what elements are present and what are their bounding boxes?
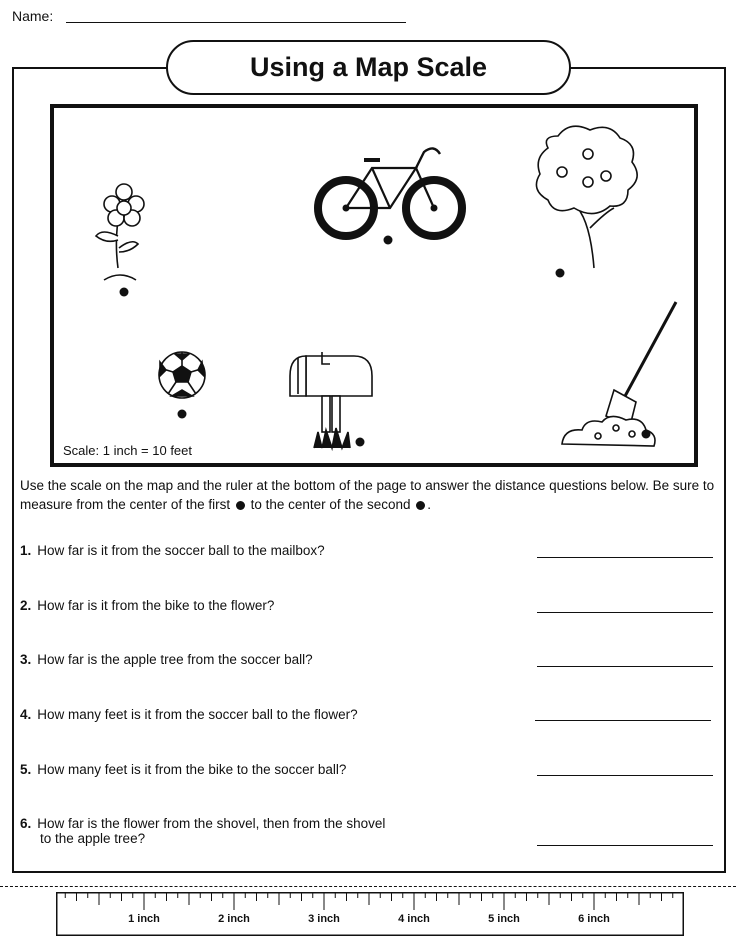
shovel-icon [562, 302, 676, 446]
instructions [20, 476, 720, 514]
instructions-text-3: . [427, 497, 432, 512]
answer-line-5[interactable] [537, 775, 713, 776]
map-scale-label: Scale: 1 inch = 10 feet [63, 443, 193, 458]
cut-line [0, 886, 736, 887]
dot-symbol [416, 501, 425, 510]
question-5 [20, 762, 346, 777]
question-text: How far is it from the bike to the flower? [37, 598, 275, 613]
map-box [50, 104, 698, 467]
instructions-text-1: Use the scale on the map and the ruler at the bottom of the page to answer the distance questions below. Be sure to measure from the center of the first [20, 478, 715, 512]
apple-tree-icon [536, 126, 637, 277]
instructions-text-2: to the center of the second [250, 497, 411, 512]
answer-line-3[interactable] [537, 666, 713, 667]
question-4 [20, 707, 358, 722]
question-1 [20, 543, 325, 558]
mailbox-icon [290, 352, 372, 448]
ruler-label-1-inch: 1 inch [128, 913, 160, 925]
ruler-label-4-inch: 4 inch [398, 913, 430, 925]
ruler-label-5-inch: 5 inch [488, 913, 520, 925]
question-text: How many feet is it from the bike to the soccer ball? [37, 762, 347, 777]
ruler-label-2-inch: 2 inch [218, 913, 250, 925]
question-text: How many feet is it from the soccer ball to the flower? [37, 707, 358, 722]
question-number: 4. [20, 707, 32, 722]
question-text-continued: to the apple tree? [40, 831, 146, 846]
question-number: 5. [20, 762, 32, 777]
question-2 [20, 598, 274, 613]
flower-icon [96, 184, 144, 297]
answer-line-2[interactable] [537, 612, 713, 613]
dot-symbol [236, 501, 245, 510]
soccer-ball-icon [159, 352, 205, 419]
question-number: 2. [20, 598, 32, 613]
question-number: 6. [20, 816, 32, 831]
page-title: Using a Map Scale [166, 40, 571, 95]
question-3 [20, 652, 313, 667]
answer-line-6[interactable] [537, 845, 713, 846]
question-text: How far is it from the soccer ball to the mailbox? [37, 543, 325, 558]
question-number: 1. [20, 543, 32, 558]
question-6 [20, 816, 385, 846]
name-label: Name: [12, 8, 54, 24]
map-drawing [54, 108, 694, 463]
question-number: 3. [20, 652, 32, 667]
bike-icon [318, 148, 462, 244]
answer-line-4[interactable] [535, 720, 711, 721]
name-answer-line[interactable] [66, 22, 406, 23]
question-text: How far is the flower from the shovel, then from the shovel [37, 816, 386, 831]
question-text: How far is the apple tree from the soccer ball? [37, 652, 313, 667]
ruler-label-6-inch: 6 inch [578, 913, 610, 925]
answer-line-1[interactable] [537, 557, 713, 558]
ruler-label-3-inch: 3 inch [308, 913, 340, 925]
